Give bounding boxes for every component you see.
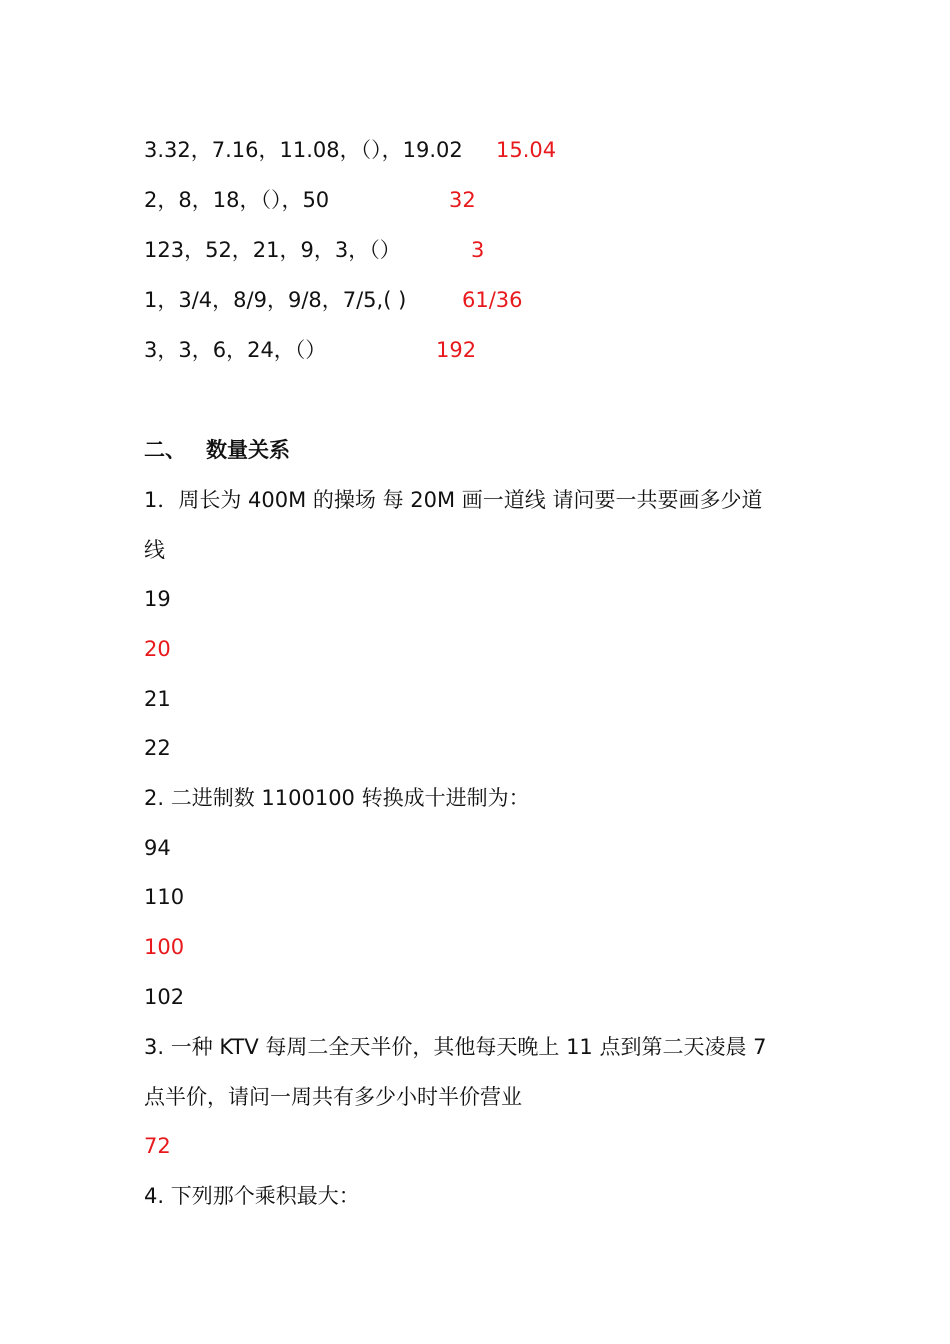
question-1-option: 19 (144, 587, 171, 611)
question-3-answer: 72 (144, 1134, 171, 1158)
sequence-text: 123，52，21，9，3，（） (144, 238, 401, 262)
question-2-option: 94 (144, 836, 171, 860)
sequence-answer: 3 (471, 238, 485, 262)
question-4-text: 4. 下列那个乘积最大： (144, 1184, 360, 1208)
question-2-option: 102 (144, 985, 185, 1009)
question-3-text-cont: 点半价，请问一周共有多少小时半价营业 (144, 1085, 522, 1109)
section-title: 数量关系 (206, 438, 290, 462)
question-3-text: 3. 一种 KTV 每周二全天半价，其他每天晚上 11 点到第二天凌晨 7 (144, 1035, 767, 1059)
sequence-text: 3.32，7.16，11.08，（），19.02 (144, 138, 463, 162)
question-1-text-cont: 线 (144, 538, 165, 562)
sequence-text: 3，3，6，24，（） (144, 338, 327, 362)
sequence-answer: 61/36 (462, 288, 523, 312)
sequence-row (144, 335, 477, 365)
question-2-option: 110 (144, 885, 185, 909)
sequence-text: 1，3/4，8/9，9/8，7/5,( ) (144, 288, 407, 312)
sequence-answer: 32 (449, 188, 476, 212)
question-2-option-correct: 100 (144, 935, 185, 959)
section-heading (144, 435, 290, 465)
question-1-text: 1．周长为 400M 的操场 每 20M 画一道线 请问要一共要画多少道 (144, 488, 763, 512)
section-number: 二、 (144, 438, 186, 462)
sequence-row (144, 185, 476, 215)
question-1-option-correct: 20 (144, 637, 171, 661)
sequence-row (144, 235, 485, 265)
sequence-answer: 192 (436, 338, 477, 362)
sequence-row (144, 135, 557, 165)
question-2-text: 2. 二进制数 1100100 转换成十进制为： (144, 786, 530, 810)
sequence-text: 2，8，18，（），50 (144, 188, 330, 212)
sequence-row (144, 285, 523, 315)
question-1-option: 21 (144, 687, 171, 711)
question-1-option: 22 (144, 736, 171, 760)
sequence-answer: 15.04 (496, 138, 557, 162)
